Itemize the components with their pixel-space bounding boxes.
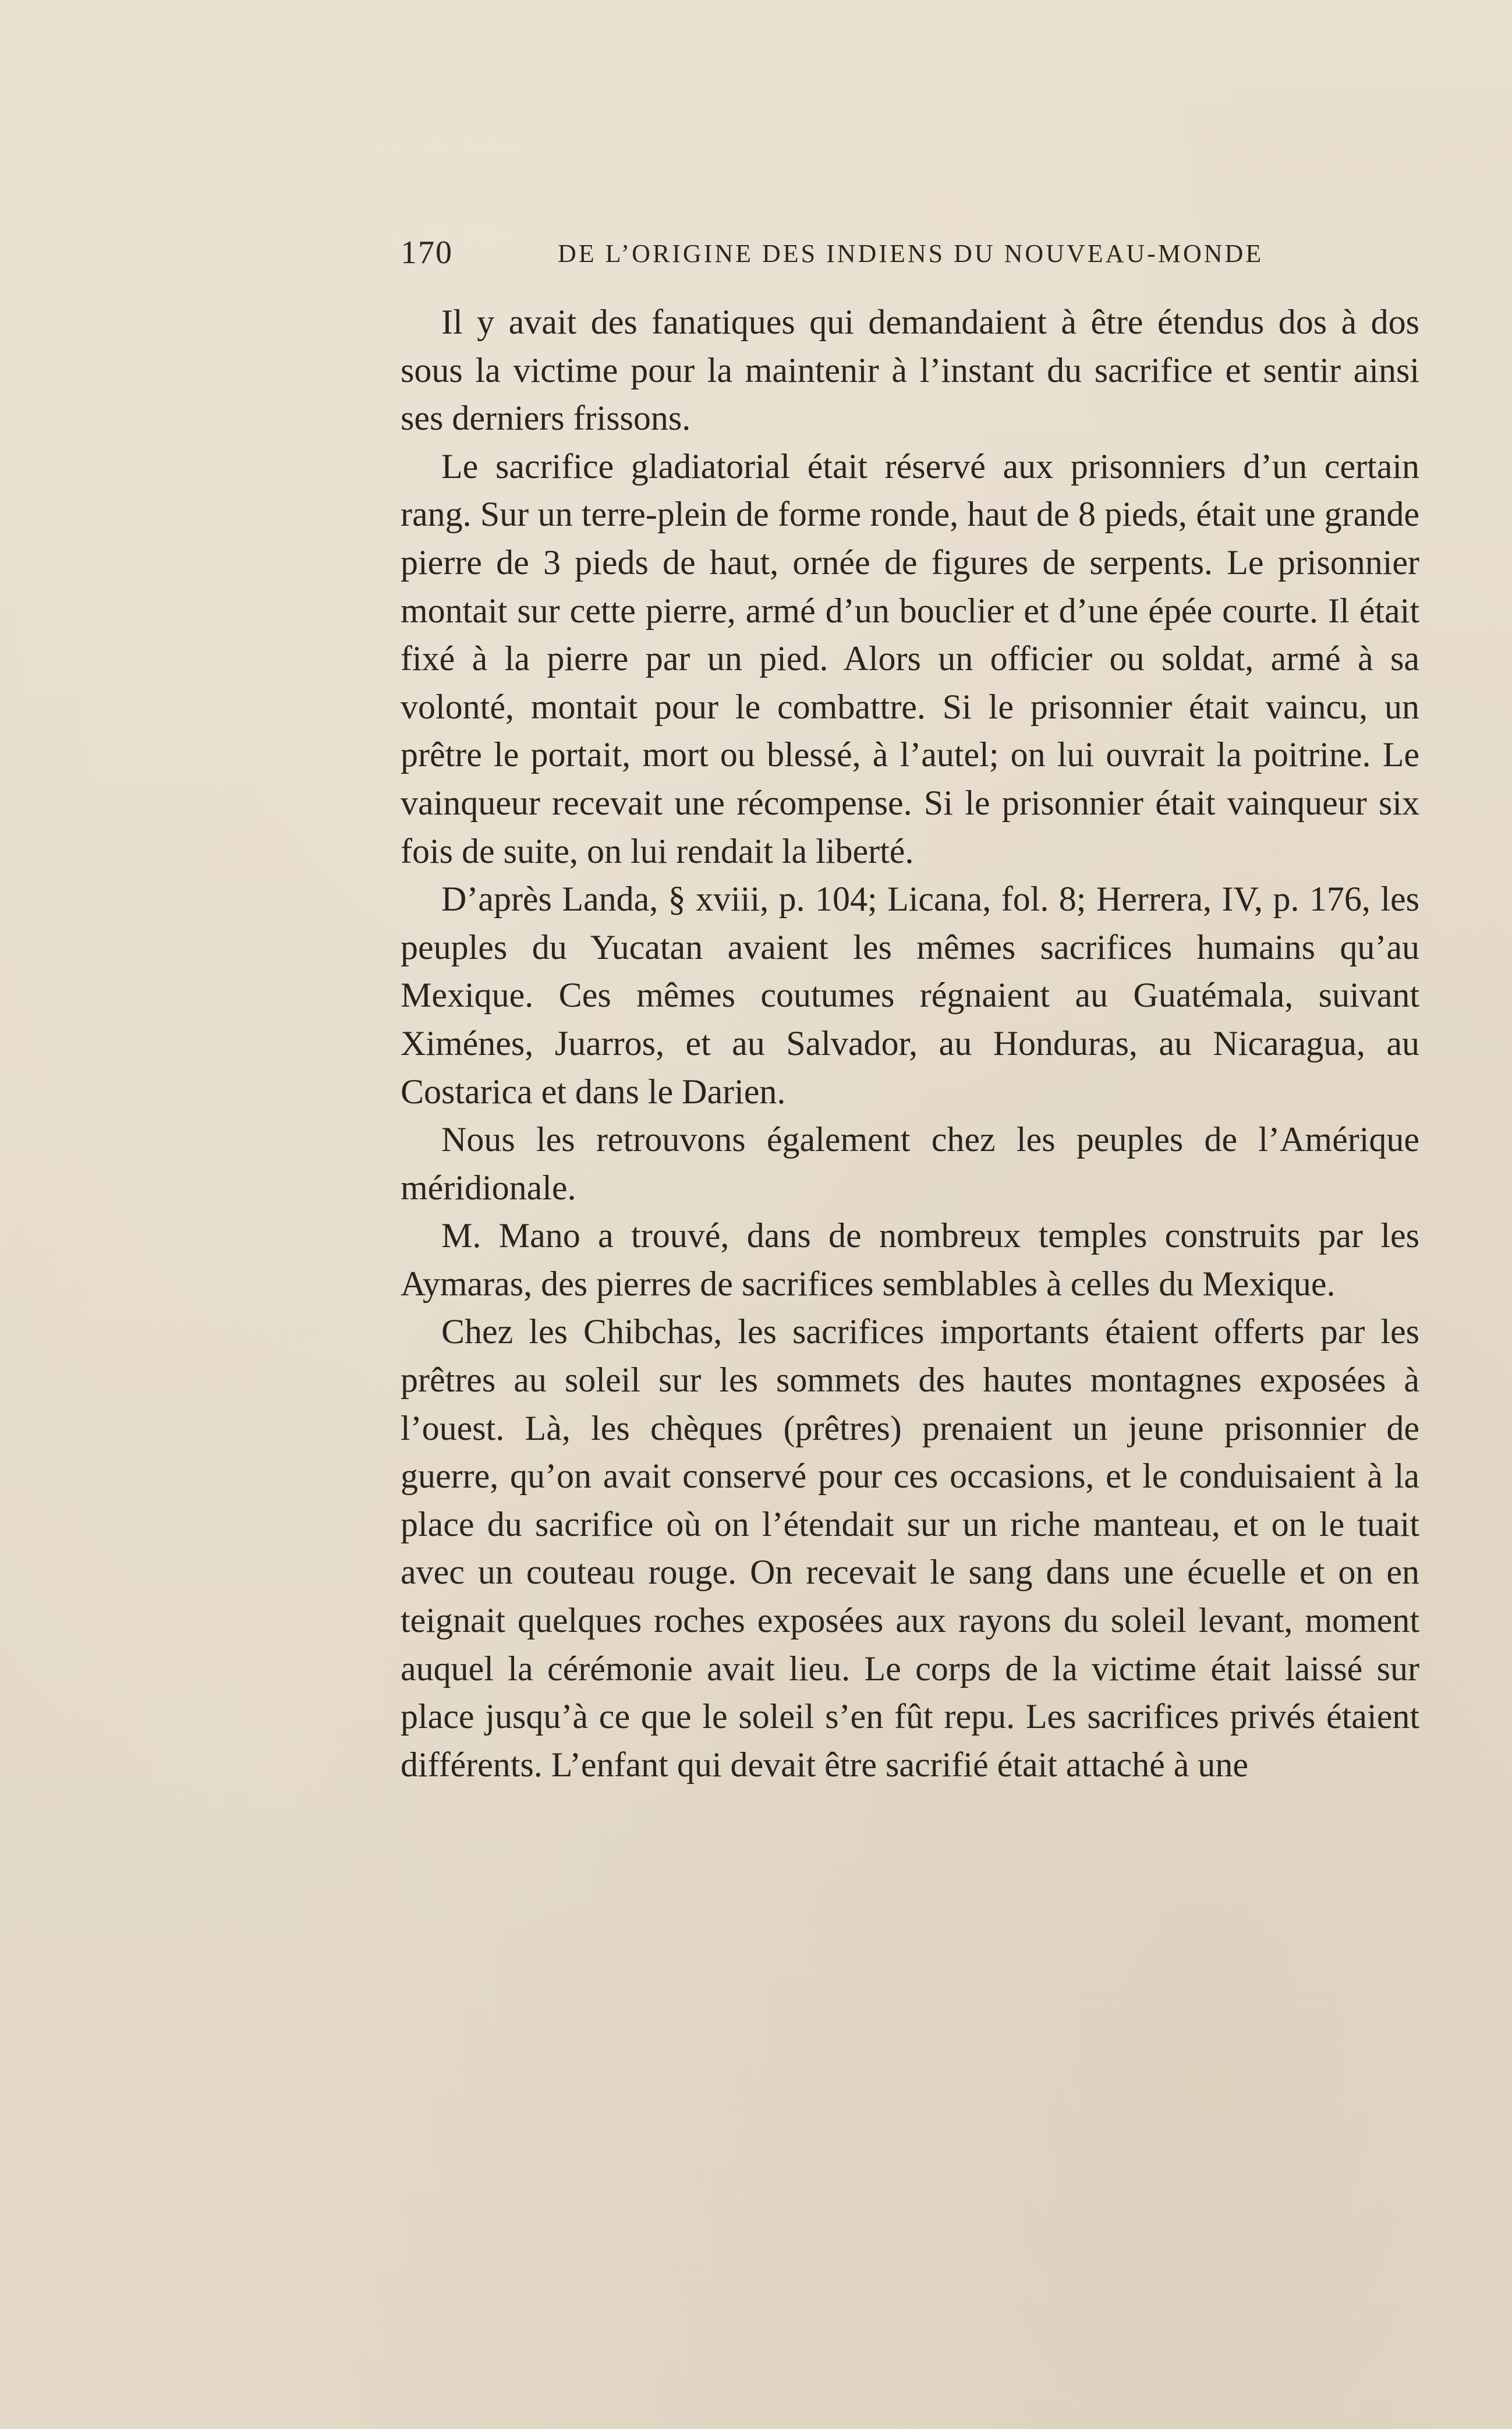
paragraph-aymaras: M. Mano a trouvé, dans de nombreux temples construits par les Aymaras, des pierres de sacrifices semblables à celles du Mexique. [401,1216,1419,1303]
paragraph-gladiatorial-sacrifice: Le sacrifice gladiatorial était réservé aux prisonniers d’un certain rang. Sur un terre-plein de forme ronde, haut de 8 pieds, était une grande pierre de 3 pieds de haut, ornée de figures de serpents. Le prisonnier montait sur cette pierre, armé d’un bouclier et d’une épée courte. Il était fixé à la pierre par un pied. Alors un officier ou soldat, armé à sa volonté, montait pour le combattre. Si le prisonnier était vaincu, un prêtre le portait, mort ou blessé, à l’autel; on lui ouvrait la poitrine. Le vainqueur recevait une récompense. Si le prisonnier était vainqueur six fois de suite, on lui rendait la liberté. [401,447,1419,870]
body-text [401,298,1419,1789]
page-header [401,234,1419,275]
paragraph-chibchas: Chez les Chibchas, les sacrifices importants étaient offerts par les prêtres au soleil sur les sommets des hautes montagnes exposées à l’ouest. Là, les chèques (prêtres) prenaient un jeune prisonnier de guerre, qu’on avait conservé pour ces occasions, et le conduisaient à la place du sacrifice où on l’étendait sur un riche manteau, et on le tuait avec un couteau rouge. On recevait le sang dans une écuelle et on en teignait quelques roches exposées aux rayons du soleil levant, moment auquel la cérémonie avait lieu. Le corps de la victime était laissé sur place jusqu’à ce que le soleil s’en fût repu. Les sacrifices privés étaient différents. L’enfant qui devait être sacrifié était attaché à une [401,1312,1419,1784]
paragraph-fanatics: Il y avait des fanatiques qui demandaient à être étendus dos à dos sous la victime pour la maintenir à l’instant du sacrifice et sentir ainsi ses derniers frissons. [401,303,1419,438]
paragraph-south-america: Nous les retrouvons également chez les peuples de l’Amérique méridionale. [401,1120,1419,1207]
page-number: 170 [401,235,453,271]
paragraph-yucatan: D’après Landa, § xviii, p. 104; Licana, fol. 8; Herrera, IV, p. 176, les peuples du Yucatan avaient les mêmes sacrifices humains qu’au Mexique. Ces mêmes coutumes régnaient au Guatémala, suivant Ximénes, Juarros, et au Salvador, au Honduras, au Nicaragua, au Costarica et dans le Darien. [401,880,1419,1111]
running-title: DE L’ORIGINE DES INDIENS DU NOUVEAU-MONDE [558,239,1264,268]
